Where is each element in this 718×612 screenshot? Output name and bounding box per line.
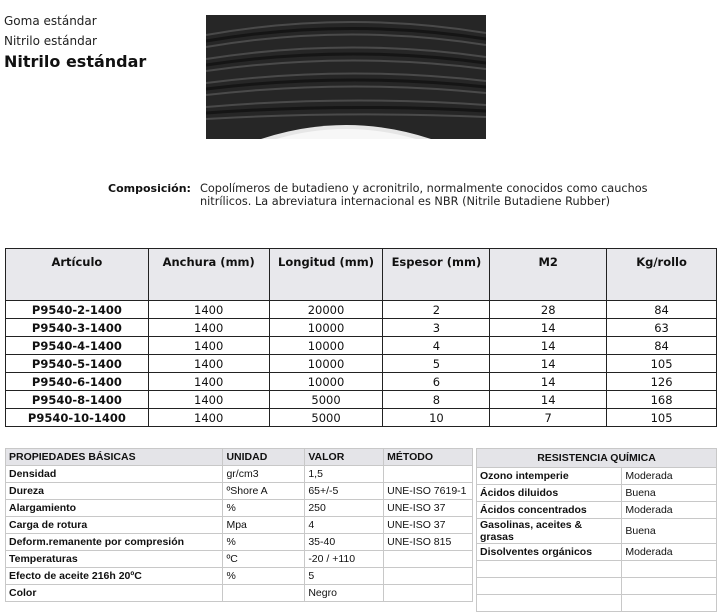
property-name: Densidad bbox=[6, 466, 223, 483]
resistance-rating: Buena bbox=[622, 485, 717, 502]
property-method: UNE-ISO 7619-1 bbox=[384, 483, 473, 500]
resistance-rating: Moderada bbox=[622, 468, 717, 485]
properties-table bbox=[5, 448, 473, 602]
width-cell: 1400 bbox=[148, 301, 269, 319]
table-row bbox=[6, 373, 717, 391]
agent-name: Ácidos concentrados bbox=[477, 502, 622, 519]
article-code: P9540-2-1400 bbox=[6, 301, 149, 319]
table-row bbox=[477, 561, 717, 578]
thickness-cell: 6 bbox=[383, 373, 490, 391]
kg-cell: 105 bbox=[607, 409, 717, 427]
agent-name: Gasolinas, aceites & grasas bbox=[477, 519, 622, 544]
table-row bbox=[6, 551, 473, 568]
resistance-rating bbox=[622, 578, 717, 595]
property-method bbox=[384, 466, 473, 483]
table-row bbox=[477, 485, 717, 502]
col-unidad: UNIDAD bbox=[223, 449, 305, 466]
col-kg-rollo: Kg/rollo bbox=[607, 249, 717, 301]
m2-cell: 28 bbox=[490, 301, 607, 319]
resistance-rating: Moderada bbox=[622, 502, 717, 519]
property-value: 250 bbox=[305, 500, 384, 517]
breadcrumb-subcategory: Nitrilo estándar bbox=[4, 34, 97, 48]
article-code: P9540-4-1400 bbox=[6, 337, 149, 355]
thickness-cell: 2 bbox=[383, 301, 490, 319]
breadcrumb-category: Goma estándar bbox=[4, 14, 97, 28]
table-row bbox=[477, 595, 717, 612]
length-cell: 20000 bbox=[269, 301, 383, 319]
property-method bbox=[384, 585, 473, 602]
m2-cell: 14 bbox=[490, 373, 607, 391]
length-cell: 10000 bbox=[269, 319, 383, 337]
thickness-cell: 10 bbox=[383, 409, 490, 427]
article-code: P9540-3-1400 bbox=[6, 319, 149, 337]
length-cell: 5000 bbox=[269, 409, 383, 427]
property-value: 5 bbox=[305, 568, 384, 585]
product-table bbox=[5, 248, 717, 427]
property-value: -20 / +110 bbox=[305, 551, 384, 568]
property-name: Alargamiento bbox=[6, 500, 223, 517]
property-name: Efecto de aceite 216h 20ºC bbox=[6, 568, 223, 585]
property-unit: % bbox=[223, 568, 305, 585]
properties-header bbox=[6, 449, 473, 466]
property-value: 1,5 bbox=[305, 466, 384, 483]
property-unit: % bbox=[223, 534, 305, 551]
agent-name: Ozono intemperie bbox=[477, 468, 622, 485]
table-row bbox=[6, 466, 473, 483]
length-cell: 10000 bbox=[269, 337, 383, 355]
col-metodo: MÉTODO bbox=[384, 449, 473, 466]
kg-cell: 168 bbox=[607, 391, 717, 409]
table-row bbox=[6, 391, 717, 409]
width-cell: 1400 bbox=[148, 373, 269, 391]
table-row bbox=[477, 468, 717, 485]
article-code: P9540-10-1400 bbox=[6, 409, 149, 427]
property-value: 35-40 bbox=[305, 534, 384, 551]
property-name: Dureza bbox=[6, 483, 223, 500]
resistance-rating: Buena bbox=[622, 519, 717, 544]
property-value: 4 bbox=[305, 517, 384, 534]
table-row bbox=[6, 409, 717, 427]
kg-cell: 63 bbox=[607, 319, 717, 337]
col-articulo: Artículo bbox=[6, 249, 149, 301]
property-unit: ºC bbox=[223, 551, 305, 568]
property-name: Deform.remanente por compresión bbox=[6, 534, 223, 551]
article-code: P9540-6-1400 bbox=[6, 373, 149, 391]
property-unit: ºShore A bbox=[223, 483, 305, 500]
property-unit: % bbox=[223, 500, 305, 517]
m2-cell: 7 bbox=[490, 409, 607, 427]
page-title: Nitrilo estándar bbox=[4, 52, 147, 71]
table-row bbox=[6, 337, 717, 355]
resistance-rating: Moderada bbox=[622, 544, 717, 561]
table-row bbox=[6, 585, 473, 602]
kg-cell: 105 bbox=[607, 355, 717, 373]
m2-cell: 14 bbox=[490, 319, 607, 337]
width-cell: 1400 bbox=[148, 355, 269, 373]
col-anchura: Anchura (mm) bbox=[148, 249, 269, 301]
kg-cell: 84 bbox=[607, 337, 717, 355]
col-propiedades: PROPIEDADES BÁSICAS bbox=[6, 449, 223, 466]
length-cell: 10000 bbox=[269, 355, 383, 373]
col-espesor: Espesor (mm) bbox=[383, 249, 490, 301]
property-name: Carga de rotura bbox=[6, 517, 223, 534]
property-method bbox=[384, 568, 473, 585]
table-row bbox=[6, 483, 473, 500]
agent-name bbox=[477, 578, 622, 595]
table-row bbox=[6, 568, 473, 585]
property-unit: Mpa bbox=[223, 517, 305, 534]
m2-cell: 14 bbox=[490, 391, 607, 409]
table-row bbox=[477, 502, 717, 519]
width-cell: 1400 bbox=[148, 391, 269, 409]
property-unit bbox=[223, 585, 305, 602]
resistance-rating bbox=[622, 561, 717, 578]
property-method bbox=[384, 551, 473, 568]
property-method: UNE-ISO 37 bbox=[384, 517, 473, 534]
property-method: UNE-ISO 37 bbox=[384, 500, 473, 517]
thickness-cell: 8 bbox=[383, 391, 490, 409]
article-code: P9540-8-1400 bbox=[6, 391, 149, 409]
thickness-cell: 3 bbox=[383, 319, 490, 337]
property-name: Color bbox=[6, 585, 223, 602]
thickness-cell: 5 bbox=[383, 355, 490, 373]
table-row bbox=[477, 578, 717, 595]
property-value: 65+/-5 bbox=[305, 483, 384, 500]
length-cell: 10000 bbox=[269, 373, 383, 391]
chemical-resistance-header bbox=[477, 449, 717, 468]
col-valor: VALOR bbox=[305, 449, 384, 466]
kg-cell: 126 bbox=[607, 373, 717, 391]
table-row bbox=[6, 500, 473, 517]
table-row bbox=[6, 517, 473, 534]
property-unit: gr/cm3 bbox=[223, 466, 305, 483]
product-table-header bbox=[6, 249, 717, 301]
property-value: Negro bbox=[305, 585, 384, 602]
width-cell: 1400 bbox=[148, 409, 269, 427]
rubber-roll-photo bbox=[206, 15, 486, 139]
table-row bbox=[6, 534, 473, 551]
agent-name bbox=[477, 561, 622, 578]
property-name: Temperaturas bbox=[6, 551, 223, 568]
agent-name bbox=[477, 595, 622, 612]
m2-cell: 14 bbox=[490, 355, 607, 373]
kg-cell: 84 bbox=[607, 301, 717, 319]
table-row bbox=[477, 519, 717, 544]
table-row bbox=[6, 355, 717, 373]
table-row bbox=[6, 301, 717, 319]
thickness-cell: 4 bbox=[383, 337, 490, 355]
composition-label: Composición: bbox=[108, 182, 191, 195]
width-cell: 1400 bbox=[148, 337, 269, 355]
property-method: UNE-ISO 815 bbox=[384, 534, 473, 551]
chemical-resistance-table bbox=[476, 448, 717, 612]
col-m2: M2 bbox=[490, 249, 607, 301]
col-resistencia: RESISTENCIA QUÍMICA bbox=[477, 449, 717, 468]
agent-name: Disolventes orgánicos bbox=[477, 544, 622, 561]
width-cell: 1400 bbox=[148, 319, 269, 337]
length-cell: 5000 bbox=[269, 391, 383, 409]
col-longitud: Longitud (mm) bbox=[269, 249, 383, 301]
table-row bbox=[6, 319, 717, 337]
composition-text: Copolímeros de butadieno y acronitrilo, normalmente conocidos como cauchos nitrílicos. La abreviatura internacional es NBR (Nitrile Butadiene Rubber) bbox=[200, 182, 648, 208]
agent-name: Ácidos diluidos bbox=[477, 485, 622, 502]
resistance-rating bbox=[622, 595, 717, 612]
table-row bbox=[477, 544, 717, 561]
m2-cell: 14 bbox=[490, 337, 607, 355]
article-code: P9540-5-1400 bbox=[6, 355, 149, 373]
